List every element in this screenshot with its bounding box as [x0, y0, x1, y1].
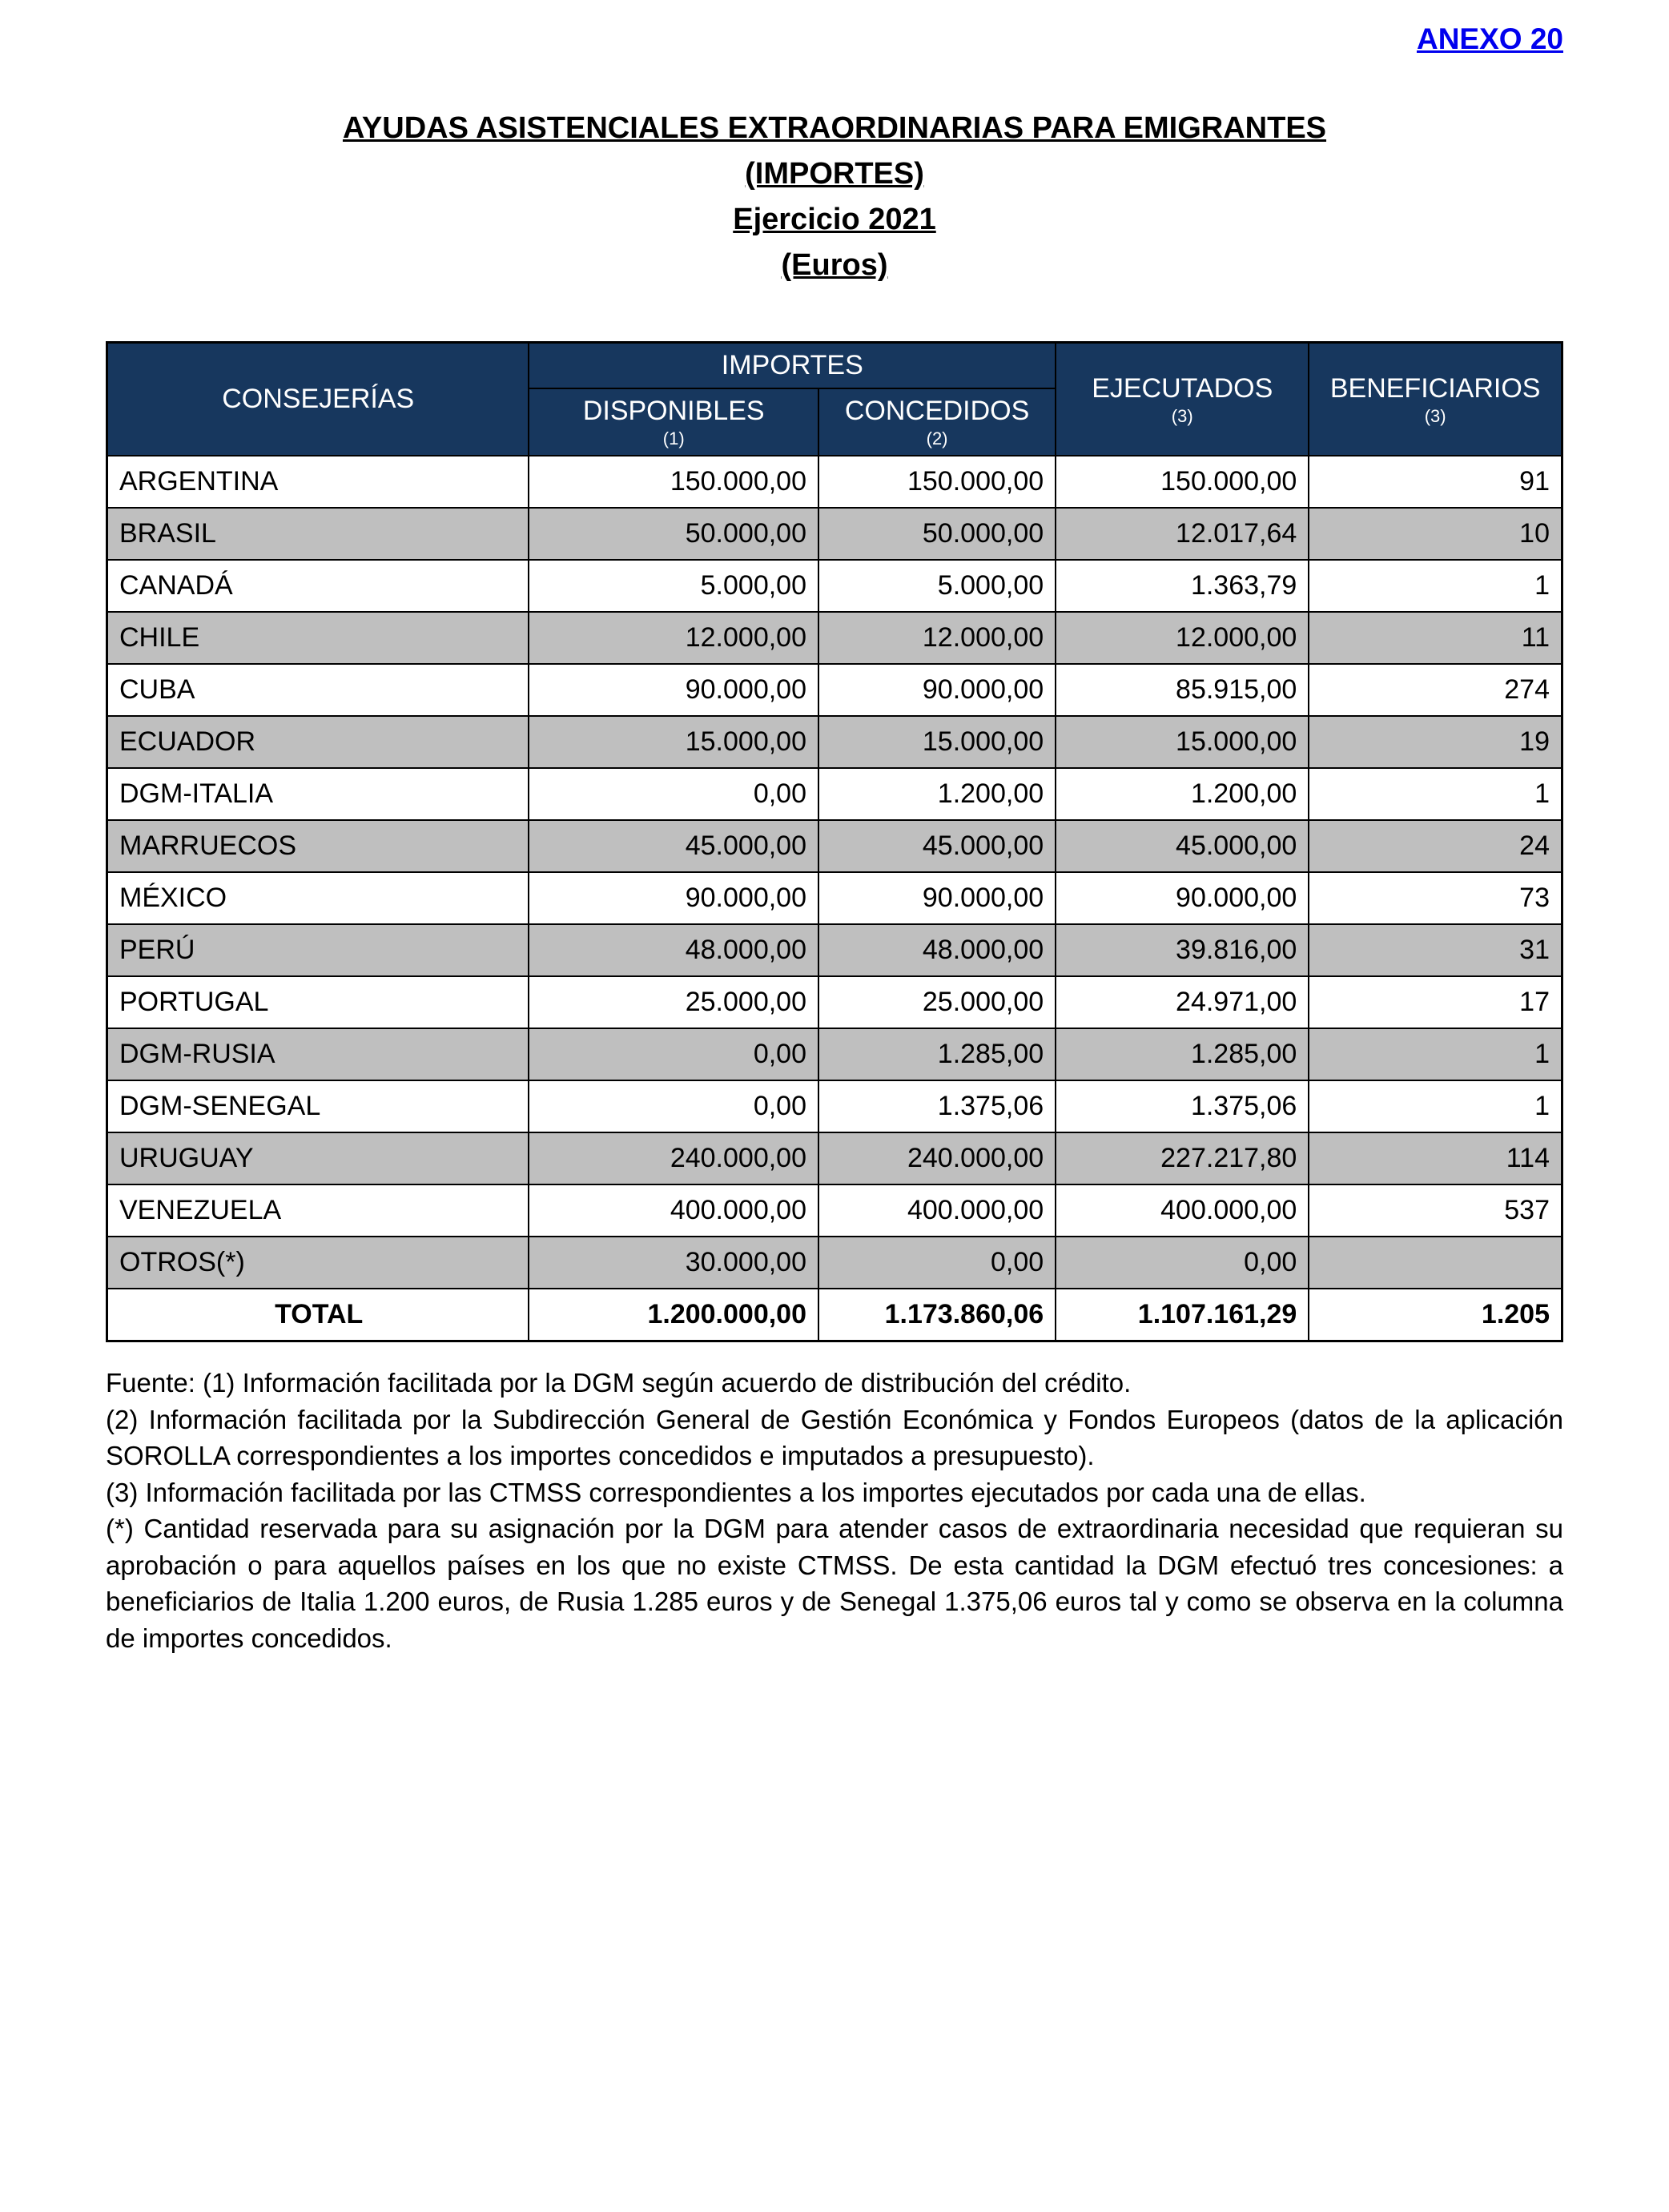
cell-ejecutados: 1.200,00: [1056, 768, 1309, 820]
col-header-ejecutados-label: EJECUTADOS: [1092, 372, 1273, 404]
cell-beneficiarios: 24: [1309, 820, 1562, 872]
cell-name: DGM-ITALIA: [107, 768, 529, 820]
cell-name: MARRUECOS: [107, 820, 529, 872]
cell-disponibles: 30.000,00: [529, 1237, 818, 1289]
cell-concedidos: 90.000,00: [818, 872, 1056, 924]
cell-ejecutados: 12.017,64: [1056, 508, 1309, 560]
cell-beneficiarios: [1309, 1237, 1562, 1289]
cell-concedidos: 48.000,00: [818, 924, 1056, 976]
cell-ejecutados: 39.816,00: [1056, 924, 1309, 976]
cell-ejecutados: 12.000,00: [1056, 612, 1309, 664]
cell-disponibles: 48.000,00: [529, 924, 818, 976]
table-row: [107, 560, 1562, 612]
cell-ejecutados: 400.000,00: [1056, 1184, 1309, 1237]
cell-concedidos: 15.000,00: [818, 716, 1056, 768]
col-header-consejerias: CONSEJERÍAS: [107, 343, 529, 456]
cell-concedidos: 0,00: [818, 1237, 1056, 1289]
cell-beneficiarios: 1: [1309, 1080, 1562, 1132]
cell-name: ARGENTINA: [107, 456, 529, 508]
cell-disponibles: 5.000,00: [529, 560, 818, 612]
aid-amounts-table: [106, 341, 1563, 1342]
cell-concedidos: 90.000,00: [818, 664, 1056, 716]
document-title: [106, 106, 1563, 288]
cell-ejecutados: 1.375,06: [1056, 1080, 1309, 1132]
cell-ejecutados: 1.285,00: [1056, 1028, 1309, 1080]
cell-beneficiarios: 1: [1309, 1028, 1562, 1080]
table-row: [107, 456, 1562, 508]
cell-name: DGM-RUSIA: [107, 1028, 529, 1080]
cell-disponibles: 400.000,00: [529, 1184, 818, 1237]
cell-concedidos: 240.000,00: [818, 1132, 1056, 1184]
cell-name: PORTUGAL: [107, 976, 529, 1028]
cell-ejecutados: 1.107.161,29: [1056, 1289, 1309, 1341]
cell-concedidos: 45.000,00: [818, 820, 1056, 872]
footnote-ref-2: (2): [926, 428, 948, 448]
cell-ejecutados: 45.000,00: [1056, 820, 1309, 872]
cell-beneficiarios: 274: [1309, 664, 1562, 716]
cell-name: MÉXICO: [107, 872, 529, 924]
cell-ejecutados: 15.000,00: [1056, 716, 1309, 768]
cell-name: ECUADOR: [107, 716, 529, 768]
table-row: [107, 768, 1562, 820]
cell-beneficiarios: 11: [1309, 612, 1562, 664]
cell-name: CHILE: [107, 612, 529, 664]
col-header-concedidos: [818, 388, 1056, 456]
cell-disponibles: 90.000,00: [529, 872, 818, 924]
cell-concedidos: 25.000,00: [818, 976, 1056, 1028]
cell-disponibles: 12.000,00: [529, 612, 818, 664]
footnote-ref-3b: (3): [1424, 405, 1446, 426]
cell-disponibles: 240.000,00: [529, 1132, 818, 1184]
cell-beneficiarios: 1: [1309, 560, 1562, 612]
col-header-ejecutados: [1056, 343, 1309, 456]
footnotes: [106, 1365, 1563, 1656]
cell-beneficiarios: 73: [1309, 872, 1562, 924]
cell-disponibles: 15.000,00: [529, 716, 818, 768]
table-row: [107, 820, 1562, 872]
footnote-ref-1: (1): [662, 428, 685, 448]
title-line-4: (Euros): [781, 248, 888, 282]
cell-concedidos: 1.375,06: [818, 1080, 1056, 1132]
cell-disponibles: 50.000,00: [529, 508, 818, 560]
table-row: [107, 716, 1562, 768]
table-total-row: [107, 1289, 1562, 1341]
cell-disponibles: 90.000,00: [529, 664, 818, 716]
footnote-fuente-1: Fuente: (1) Información facilitada por la DGM según acuerdo de distribución del crédito.: [106, 1368, 1132, 1398]
cell-name: URUGUAY: [107, 1132, 529, 1184]
cell-disponibles: 1.200.000,00: [529, 1289, 818, 1341]
cell-name: OTROS(*): [107, 1237, 529, 1289]
cell-name: TOTAL: [107, 1289, 529, 1341]
cell-concedidos: 150.000,00: [818, 456, 1056, 508]
table-header: [107, 343, 1562, 456]
title-line-2: (IMPORTES): [745, 157, 924, 191]
cell-beneficiarios: 19: [1309, 716, 1562, 768]
table-row: [107, 1237, 1562, 1289]
cell-concedidos: 1.285,00: [818, 1028, 1056, 1080]
title-line-3: Ejercicio 2021: [733, 203, 936, 236]
cell-beneficiarios: 17: [1309, 976, 1562, 1028]
cell-name: BRASIL: [107, 508, 529, 560]
col-header-disponibles-label: DISPONIBLES: [582, 396, 765, 426]
cell-beneficiarios: 31: [1309, 924, 1562, 976]
cell-name: DGM-SENEGAL: [107, 1080, 529, 1132]
col-header-disponibles: [529, 388, 818, 456]
cell-beneficiarios: 114: [1309, 1132, 1562, 1184]
cell-beneficiarios: 1: [1309, 768, 1562, 820]
cell-name: CANADÁ: [107, 560, 529, 612]
table-row: [107, 1028, 1562, 1080]
cell-ejecutados: 85.915,00: [1056, 664, 1309, 716]
footnote-asterisk: (*) Cantidad reservada para su asignación por la DGM para atender casos de extraordinaria necesidad que requieran su aprobación o para aquellos países en los que no existe CTMSS. De esta cantidad la DGM efectuó tres concesiones: a beneficiarios de Italia 1.200 euros, de Rusia 1.285 euros y de Senegal 1.375,06 euros tal y como se observa en la columna de importes concedidos.: [106, 1514, 1563, 1654]
title-line-1: AYUDAS ASISTENCIALES EXTRAORDINARIAS PARA EMIGRANTES: [342, 111, 1327, 145]
col-header-beneficiarios-label: BENEFICIARIOS: [1329, 372, 1541, 404]
cell-name: CUBA: [107, 664, 529, 716]
table-row: [107, 508, 1562, 560]
table-row: [107, 1132, 1562, 1184]
table-row: [107, 1184, 1562, 1237]
cell-disponibles: 150.000,00: [529, 456, 818, 508]
cell-disponibles: 25.000,00: [529, 976, 818, 1028]
cell-disponibles: 0,00: [529, 768, 818, 820]
col-header-concedidos-label: CONCEDIDOS: [844, 396, 1030, 426]
cell-concedidos: 50.000,00: [818, 508, 1056, 560]
cell-ejecutados: 90.000,00: [1056, 872, 1309, 924]
table-body: [107, 456, 1562, 1341]
col-header-importes: IMPORTES: [529, 343, 1056, 389]
footnote-ref-3: (3): [1171, 405, 1193, 426]
annex-label: ANEXO 20: [1416, 22, 1563, 55]
cell-name: VENEZUELA: [107, 1184, 529, 1237]
cell-concedidos: 400.000,00: [818, 1184, 1056, 1237]
cell-disponibles: 45.000,00: [529, 820, 818, 872]
footnote-3: (3) Información facilitada por las CTMSS correspondientes a los importes ejecutados por cada una de ellas.: [106, 1477, 1366, 1507]
cell-beneficiarios: 91: [1309, 456, 1562, 508]
cell-ejecutados: 24.971,00: [1056, 976, 1309, 1028]
cell-ejecutados: 150.000,00: [1056, 456, 1309, 508]
table-row: [107, 1080, 1562, 1132]
cell-concedidos: 1.173.860,06: [818, 1289, 1056, 1341]
table-row: [107, 664, 1562, 716]
cell-disponibles: 0,00: [529, 1028, 818, 1080]
col-header-beneficiarios: [1309, 343, 1562, 456]
table-row: [107, 612, 1562, 664]
cell-concedidos: 12.000,00: [818, 612, 1056, 664]
table-row: [107, 924, 1562, 976]
cell-beneficiarios: 1.205: [1309, 1289, 1562, 1341]
cell-beneficiarios: 537: [1309, 1184, 1562, 1237]
cell-beneficiarios: 10: [1309, 508, 1562, 560]
cell-name: PERÚ: [107, 924, 529, 976]
cell-disponibles: 0,00: [529, 1080, 818, 1132]
cell-ejecutados: 227.217,80: [1056, 1132, 1309, 1184]
footnote-2: (2) Información facilitada por la Subdirección General de Gestión Económica y Fondos Europeos (datos de la aplicación SOROLLA correspondientes a los importes concedidos e imputados a presupuesto).: [106, 1404, 1563, 1471]
cell-ejecutados: 1.363,79: [1056, 560, 1309, 612]
table-row: [107, 976, 1562, 1028]
cell-concedidos: 5.000,00: [818, 560, 1056, 612]
table-row: [107, 872, 1562, 924]
cell-ejecutados: 0,00: [1056, 1237, 1309, 1289]
cell-concedidos: 1.200,00: [818, 768, 1056, 820]
